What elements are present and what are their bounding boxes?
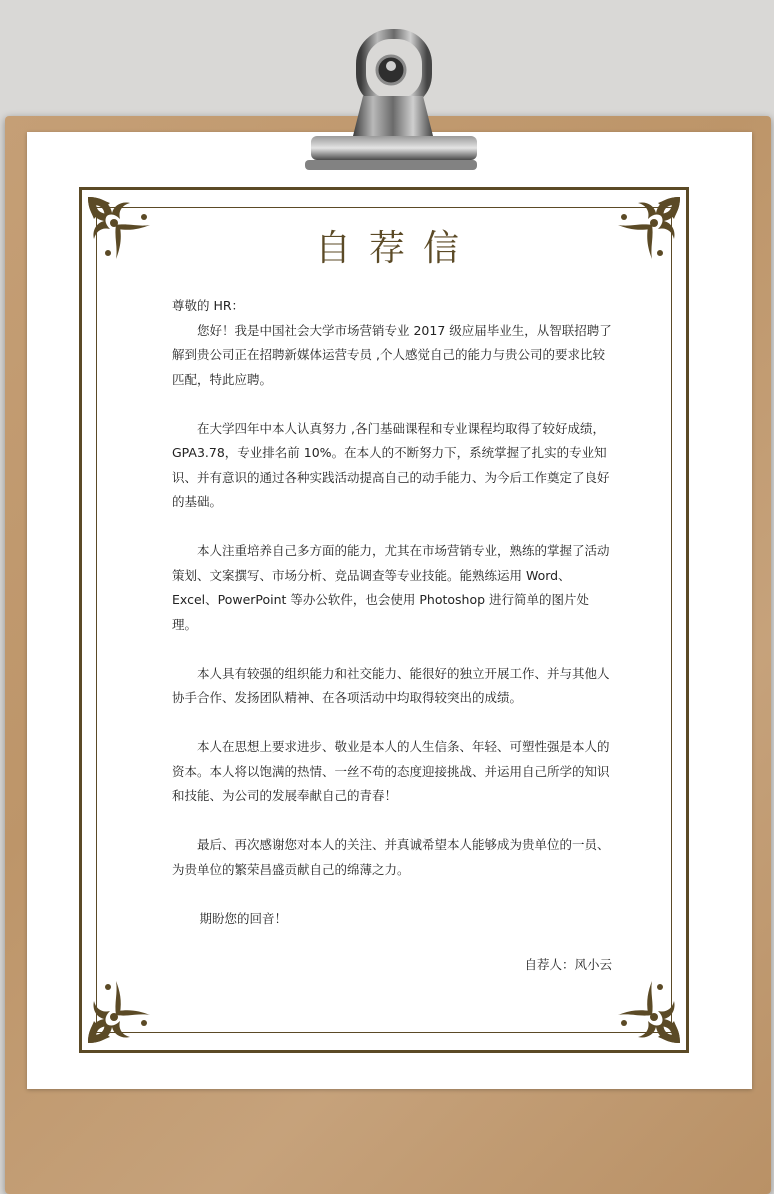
corner-ornament-icon	[84, 975, 156, 1047]
signature: 自荐人：风小云	[524, 957, 612, 972]
closing-line: 期盼您的回音！	[199, 910, 288, 926]
paragraph-intro: 您好！我是中国社会大学市场营销专业 2017 级应届毕业生，从智联招聘了解到贵公司正在招聘新媒体运营专员 ,个人感觉自己的能力与贵公司的要求比较匹配，特此应聘。	[172, 322, 612, 387]
page-title: 自荐信	[314, 228, 477, 269]
paragraph-thanks: 最后、再次感谢您对本人的关注、并真诚希望本人能够成为贵单位的一员、为贵单位的繁荣昌盛贡献自己的绵薄之力。	[172, 837, 610, 877]
corner-ornament-icon	[612, 975, 684, 1047]
paragraph-education: 在大学四年中本人认真努力 ,各门基础课程和专业课程均取得了较好成绩，GPA3.78，专业排名前 10%。在本人的不断努力下，系统掌握了扎实的专业知识、并有意识的通过各种实践活动提高自己的动手能力、为今后工作奠定了良好的基础。	[172, 420, 610, 509]
letter-body	[172, 294, 612, 978]
salutation: 尊敬的 HR：	[172, 298, 245, 313]
binder-clip-icon	[305, 26, 477, 178]
paragraph-attitude: 本人在思想上要求进步、敬业是本人的人生信条、年轻、可塑性强是本人的资本。本人将以饱满的热情、一丝不苟的态度迎接挑战、并运用自己所学的知识和技能、为公司的发展奉献自己的青春！	[172, 739, 610, 803]
paragraph-teamwork: 本人具有较强的组织能力和社交能力、能很好的独立开展工作、并与其他人协手合作、发扬团队精神、在各项活动中均取得较突出的成绩。	[172, 665, 610, 705]
paragraph-skills: 本人注重培养自己多方面的能力，尤其在市场营销专业，熟练的掌握了活动策划、文案撰写、市场分析、竞品调查等专业技能。能熟练运用 Word、Excel、PowerPoint 等办公软件，也会使用 Photoshop 进行简单的图片处理。	[172, 543, 610, 632]
